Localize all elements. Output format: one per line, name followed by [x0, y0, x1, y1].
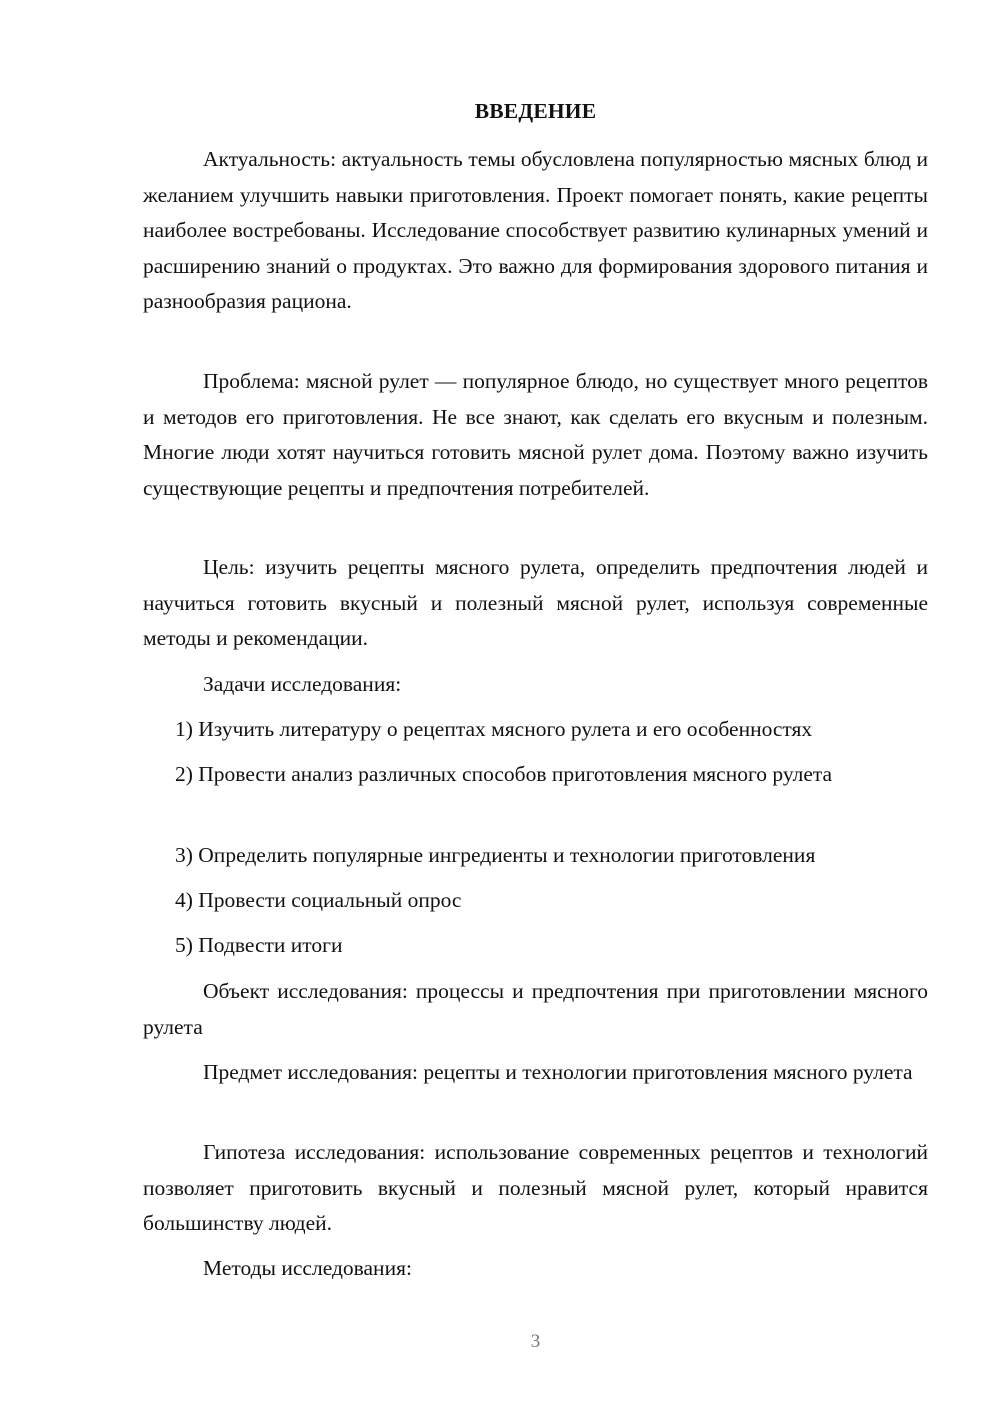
document-page [143, 0, 928, 1414]
page-number: 3 [530, 1331, 541, 1352]
paragraph-goal: Цель: изучить рецепты мясного рулета, определить предпочтения людей и научиться готовить вкусный и полезный мясной рулет, используя современные методы и рекомендации. [143, 555, 928, 650]
task-item-2: 2) Провести анализ различных способов приготовления мясного рулета [175, 762, 833, 786]
task-item-1: 1) Изучить литературу о рецептах мясного рулета и его особенностях [175, 717, 813, 741]
task-item-5: 5) Подвести итоги [175, 933, 343, 957]
methods-title: Методы исследования: [203, 1256, 412, 1280]
tasks-title: Задачи исследования: [203, 672, 402, 696]
paragraph-object: Объект исследования: процессы и предпочтения при приготовлении мясного рулета [143, 979, 928, 1039]
section-heading: ВВЕДЕНИЕ [474, 99, 597, 123]
task-item-3: 3) Определить популярные ингредиенты и технологии приготовления [175, 843, 816, 867]
paragraph-subject: Предмет исследования: рецепты и технологии приготовления мясного рулета [203, 1060, 913, 1084]
task-item-4: 4) Провести социальный опрос [175, 888, 462, 912]
paragraph-relevance: Актуальность: актуальность темы обусловлена популярностью мясных блюд и желанием улучшить навыки приготовления. Проект помогает понять, какие рецепты наиболее востребованы. Исследование способствует развитию кулинарных умений и расширению знаний о продуктах. Это важно для формирования здорового питания и разнообразия рациона. [143, 147, 928, 313]
paragraph-problem: Проблема: мясной рулет — популярное блюдо, но существует много рецептов и методов его приготовления. Не все знают, как сделать его вкусным и полезным. Многие люди хотят научиться готовить мясной рулет дома. Поэтому важно изучить существующие рецепты и предпочтения потребителей. [143, 369, 928, 500]
paragraph-hypothesis: Гипотеза исследования: использование современных рецептов и технологий позволяет приготовить вкусный и полезный мясной рулет, который нравится большинству людей. [143, 1140, 928, 1235]
